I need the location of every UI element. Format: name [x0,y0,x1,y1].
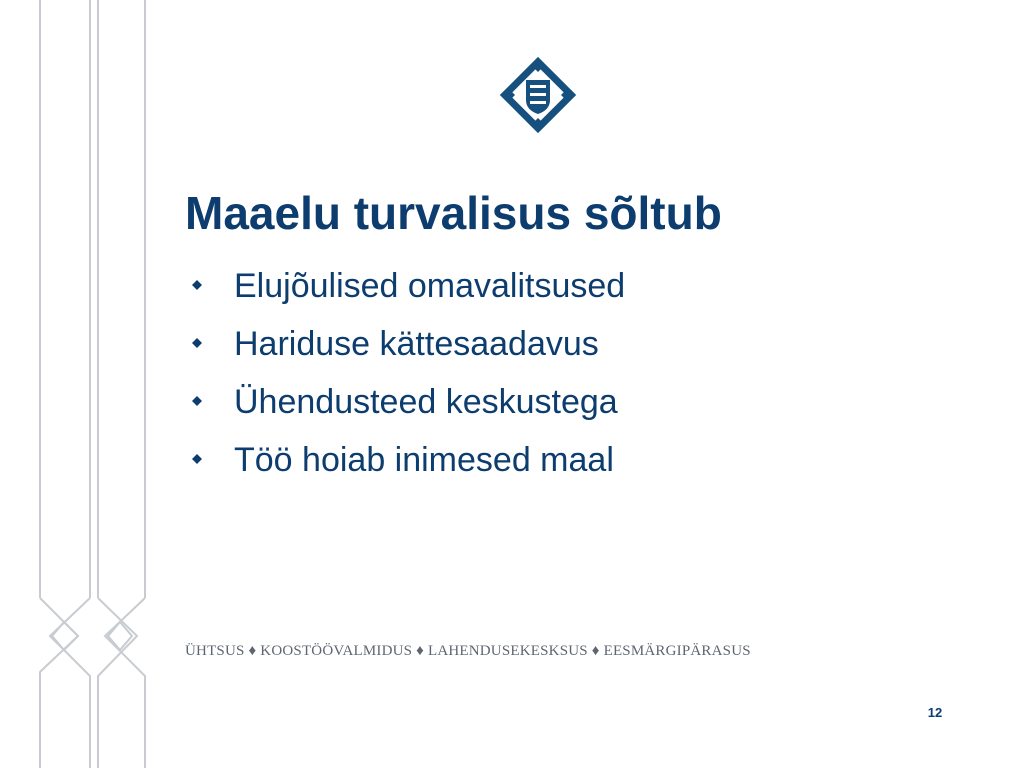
decorative-line-ornament [0,0,160,768]
slide-title: Maaelu turvalisus sõltub [185,187,722,239]
bullet-text: Elujõulised omavalitsused [234,267,626,305]
bullet-text: Töö hoiab inimesed maal [234,441,614,479]
diamond-bullet-icon [192,396,202,406]
estonian-coat-of-arms-icon [493,50,583,140]
bullet-text: Ühendusteed keskustega [234,383,618,421]
page-number: 12 [927,705,943,720]
bullet-text: Hariduse kättesaadavus [234,325,599,363]
diamond-bullet-icon [192,280,202,290]
footer-motto: ÜHTSUS ♦ KOOSTÖÖVALMIDUS ♦ LAHENDUSEKESKSUS ♦ EESMÄRGIPÄRASUS [185,643,751,659]
diamond-bullet-icon [192,338,202,348]
diamond-bullet-icon [192,454,202,464]
